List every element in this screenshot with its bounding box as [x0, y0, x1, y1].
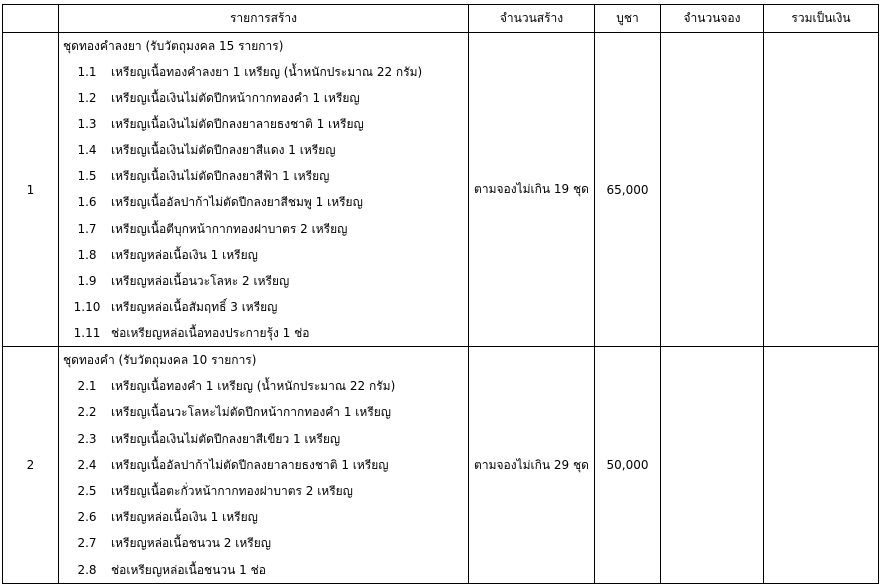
- item-text: ช่อเหรียญหล่อเนื้อชนวน 1 ช่อ: [111, 562, 266, 577]
- set-title: ชุดทองคำลงยา (รับวัตถุมงคล 15 รายการ): [63, 39, 284, 53]
- items-cell: [59, 347, 469, 584]
- item-text: เหรียญเนื้อเงินไม่ตัดปีกลงยาสีแดง 1 เหรียญ: [111, 143, 336, 158]
- price-cell: 65,000: [595, 33, 661, 347]
- item-number: 2.1: [77, 379, 97, 394]
- list-item: [59, 294, 468, 320]
- item-number: 1.9: [77, 273, 97, 288]
- set-title: ชุดทองคำ (รับวัตถุมงคล 10 รายการ): [63, 353, 257, 368]
- item-number: 2.5: [77, 484, 97, 499]
- header-reserve: จำนวนจอง: [661, 5, 764, 33]
- item-text: เหรียญเนื้อตีบุกหน้ากากทองฝาบาตร 2 เหรียญ: [111, 221, 348, 236]
- item-number: 1.11: [73, 325, 101, 340]
- header-total: รวมเป็นเงิน: [764, 5, 879, 33]
- item-text: เหรียญเนื้อเงินไม่ตัดปีกลงยาสีเขียว 1 เหรียญ: [111, 431, 341, 446]
- list-item: [59, 399, 468, 425]
- order-table: [2, 4, 879, 584]
- total-cell: [764, 347, 879, 584]
- list-item: [59, 478, 468, 504]
- list-item: [59, 320, 468, 346]
- item-text: เหรียญหล่อเนื้อเงิน 1 เหรียญ: [111, 510, 258, 525]
- header-row: [3, 5, 879, 33]
- list-item: [59, 216, 468, 242]
- header-price: บูชา: [595, 5, 661, 33]
- quantity-cell: ตามจองไม่เกิน 29 ชุด: [469, 347, 595, 584]
- item-text: เหรียญหล่อเนื้อนวะโลหะ 2 เหรียญ: [111, 273, 290, 288]
- item-number: 2.6: [77, 510, 97, 525]
- item-number: 2.8: [77, 562, 97, 577]
- list-item: [59, 426, 468, 452]
- total-cell: [764, 33, 879, 347]
- item-text: เหรียญหล่อเนื้อเงิน 1 เหรียญ: [111, 247, 258, 262]
- list-item: [59, 504, 468, 530]
- item-text: เหรียญเนื้อนวะโลหะไม่ตัดปีกหน้ากากทองคำ 1 เหรียญ: [111, 405, 392, 420]
- item-text: เหรียญเนื้ออัลปาก้าไม่ตัดปีกลงยาลายธงชาติ 1 เหรียญ: [111, 457, 389, 472]
- item-text: เหรียญเนื้อทองคำลงยา 1 เหรียญ (น้ำหนักประมาณ 22 กรัม): [111, 65, 423, 79]
- item-number: 1.3: [77, 117, 97, 132]
- price-cell: 50,000: [595, 347, 661, 584]
- item-text: เหรียญเนื้ออัลปาก้าไม่ตัดปีกลงยาสีชมพู 1 เหรียญ: [111, 195, 363, 210]
- list-item: [59, 59, 468, 85]
- list-item: [59, 268, 468, 294]
- list-item: [59, 163, 468, 189]
- row-number: 2: [3, 347, 59, 584]
- list-item: [59, 85, 468, 111]
- list-item: [59, 530, 468, 556]
- row-number: 1: [3, 33, 59, 347]
- item-number: 1.4: [77, 143, 97, 158]
- header-quantity: จำนวนสร้าง: [469, 5, 595, 33]
- item-number: 1.1: [77, 65, 97, 79]
- quantity-cell: ตามจองไม่เกิน 19 ชุด: [469, 33, 595, 347]
- list-item: [59, 111, 468, 137]
- item-number: 1.8: [77, 247, 97, 262]
- reserve-cell[interactable]: [661, 347, 764, 584]
- item-text: เหรียญหล่อเนื้อชนวน 2 เหรียญ: [111, 536, 271, 551]
- item-text: เหรียญเนื้อเงินไม่ตัดปีกหน้ากากทองคำ 1 เหรียญ: [111, 91, 360, 106]
- table-row: [3, 33, 879, 347]
- header-no: [3, 5, 59, 33]
- table-row: [3, 347, 879, 584]
- reserve-cell[interactable]: [661, 33, 764, 347]
- item-number: 1.2: [77, 91, 97, 106]
- list-item: [59, 452, 468, 478]
- list-item: [59, 137, 468, 163]
- item-number: 2.2: [77, 405, 97, 420]
- item-text: เหรียญเนื้อเงินไม่ตัดปีกลงยาลายธงชาติ 1 เหรียญ: [111, 117, 364, 132]
- item-number: 1.10: [73, 299, 101, 314]
- list-item: [59, 242, 468, 268]
- list-item: [59, 557, 468, 583]
- item-text: เหรียญหล่อเนื้อสัมฤทธิ์ 3 เหรียญ: [111, 299, 278, 314]
- item-number: 2.7: [77, 536, 97, 551]
- item-number: 2.4: [77, 457, 97, 472]
- list-item: [59, 373, 468, 399]
- item-text: เหรียญเนื้อเงินไม่ตัดปีกลงยาสีฟ้า 1 เหรียญ: [111, 169, 330, 184]
- item-text: เหรียญเนื้อทองคำ 1 เหรียญ (น้ำหนักประมาณ 22 กรัม): [111, 379, 396, 394]
- list-item: [59, 189, 468, 215]
- item-number: 1.7: [77, 221, 97, 236]
- item-text: ช่อเหรียญหล่อเนื้อทองประกายรุ้ง 1 ช่อ: [111, 325, 310, 340]
- item-text: เหรียญเนื้อตะกั่วหน้ากากทองฝาบาตร 2 เหรียญ: [111, 484, 353, 499]
- item-number: 2.3: [77, 431, 97, 446]
- item-number: 1.6: [77, 195, 97, 210]
- header-items: รายการสร้าง: [59, 5, 469, 33]
- item-number: 1.5: [77, 169, 97, 184]
- items-cell: [59, 33, 469, 347]
